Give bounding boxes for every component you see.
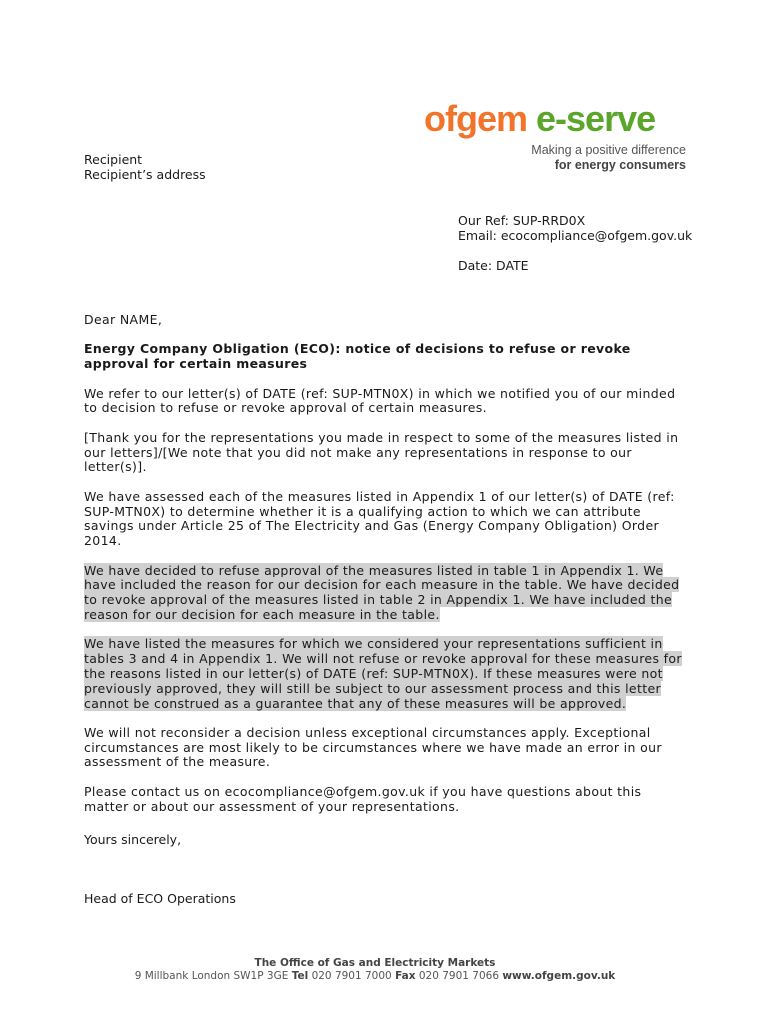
logo-eserve-text: e-serve [536, 98, 656, 139]
signatory: Head of ECO Operations [84, 891, 236, 906]
recipient-name: Recipient [84, 152, 143, 167]
our-ref: Our Ref: SUP-RRD0X [458, 213, 586, 228]
footer-fax: 020 7901 7066 [418, 970, 500, 982]
paragraph-5-highlighted [84, 637, 684, 711]
paragraph-4-highlighted [84, 564, 684, 623]
contact-email: Email: ecocompliance@ofgem.gov.uk [458, 228, 693, 243]
highlight-text-4: We have decided to refuse approval of the measures listed in table 1 in Appendix 1. We have included the reason for our decision for each measure in the table. We have decided to revoke approval of the measures listed in table 2 in Appendix 1. We have included the reason for our decision for each measure in the table. [84, 562, 680, 622]
highlight-text-5: We have listed the measures for which we considered your representations sufficient in tables 3 and 4 in Appendix 1. We will not refuse or revoke approval for these measures for the reasons listed in our letter(s) of DATE (ref: SUP-MTN0X). If these measures were not previously approved, they will still be subject to our assessment process and this letter cannot be construed as a guarantee that any of these measures will be approved. [84, 636, 682, 711]
salutation: Dear NAME, [84, 312, 163, 327]
footer [0, 957, 750, 983]
footer-contact [0, 970, 750, 983]
reference-block [458, 213, 692, 273]
paragraph-6: We will not reconsider a decision unless exceptional circumstances apply. Exceptional circumstances are most likely to be circumstances where we have made an error in our assessment of the measure. [84, 724, 662, 770]
footer-address: 9 Millbank London SW1P 3GE [134, 970, 289, 982]
closing: Yours sincerely, [84, 832, 182, 847]
recipient-block [84, 152, 206, 182]
paragraph-7: Please contact us on ecocompliance@ofgem.gov.uk if you have questions about this matter or about our assessment of your representations. [84, 783, 642, 814]
footer-fax-label: Fax [395, 970, 416, 982]
footer-tel-label: Tel [291, 970, 309, 982]
logo-ofgem-text: ofgem [424, 98, 527, 139]
recipient-address: Recipient’s address [84, 167, 206, 182]
tagline-line2: for energy consumers [554, 158, 686, 172]
paragraph-1: We refer to our letter(s) of DATE (ref: SUP-MTN0X) in which we notified you of our minded to decision to refuse or revoke approval of certain measures. [84, 385, 676, 416]
letter-body [84, 313, 684, 829]
footer-website[interactable]: www.ofgem.gov.uk [502, 970, 616, 982]
tagline [531, 143, 686, 173]
paragraph-3: We have assessed each of the measures listed in Appendix 1 of our letter(s) of DATE (ref: SUP-MTN0X) to determine whether it is a qualifying action to which we can attribute savings under Article 25 of The Electricity and Gas (Energy Company Obligation) Order 2014. [84, 488, 675, 549]
tagline-line1: Making a positive difference [531, 143, 686, 157]
footer-tel: 020 7901 7000 [311, 970, 392, 982]
footer-org: The Office of Gas and Electricity Markets [254, 957, 496, 969]
letter-date: Date: DATE [458, 258, 529, 273]
paragraph-2: [Thank you for the representations you made in respect to some of the measures listed in our letters]/[We note that you did not make any representations in response to our letter(s)]. [84, 429, 679, 475]
ofgem-eserve-logo [424, 100, 694, 138]
subject-heading: Energy Company Obligation (ECO): notice of decisions to refuse or revoke approval for certain measures [84, 341, 631, 372]
